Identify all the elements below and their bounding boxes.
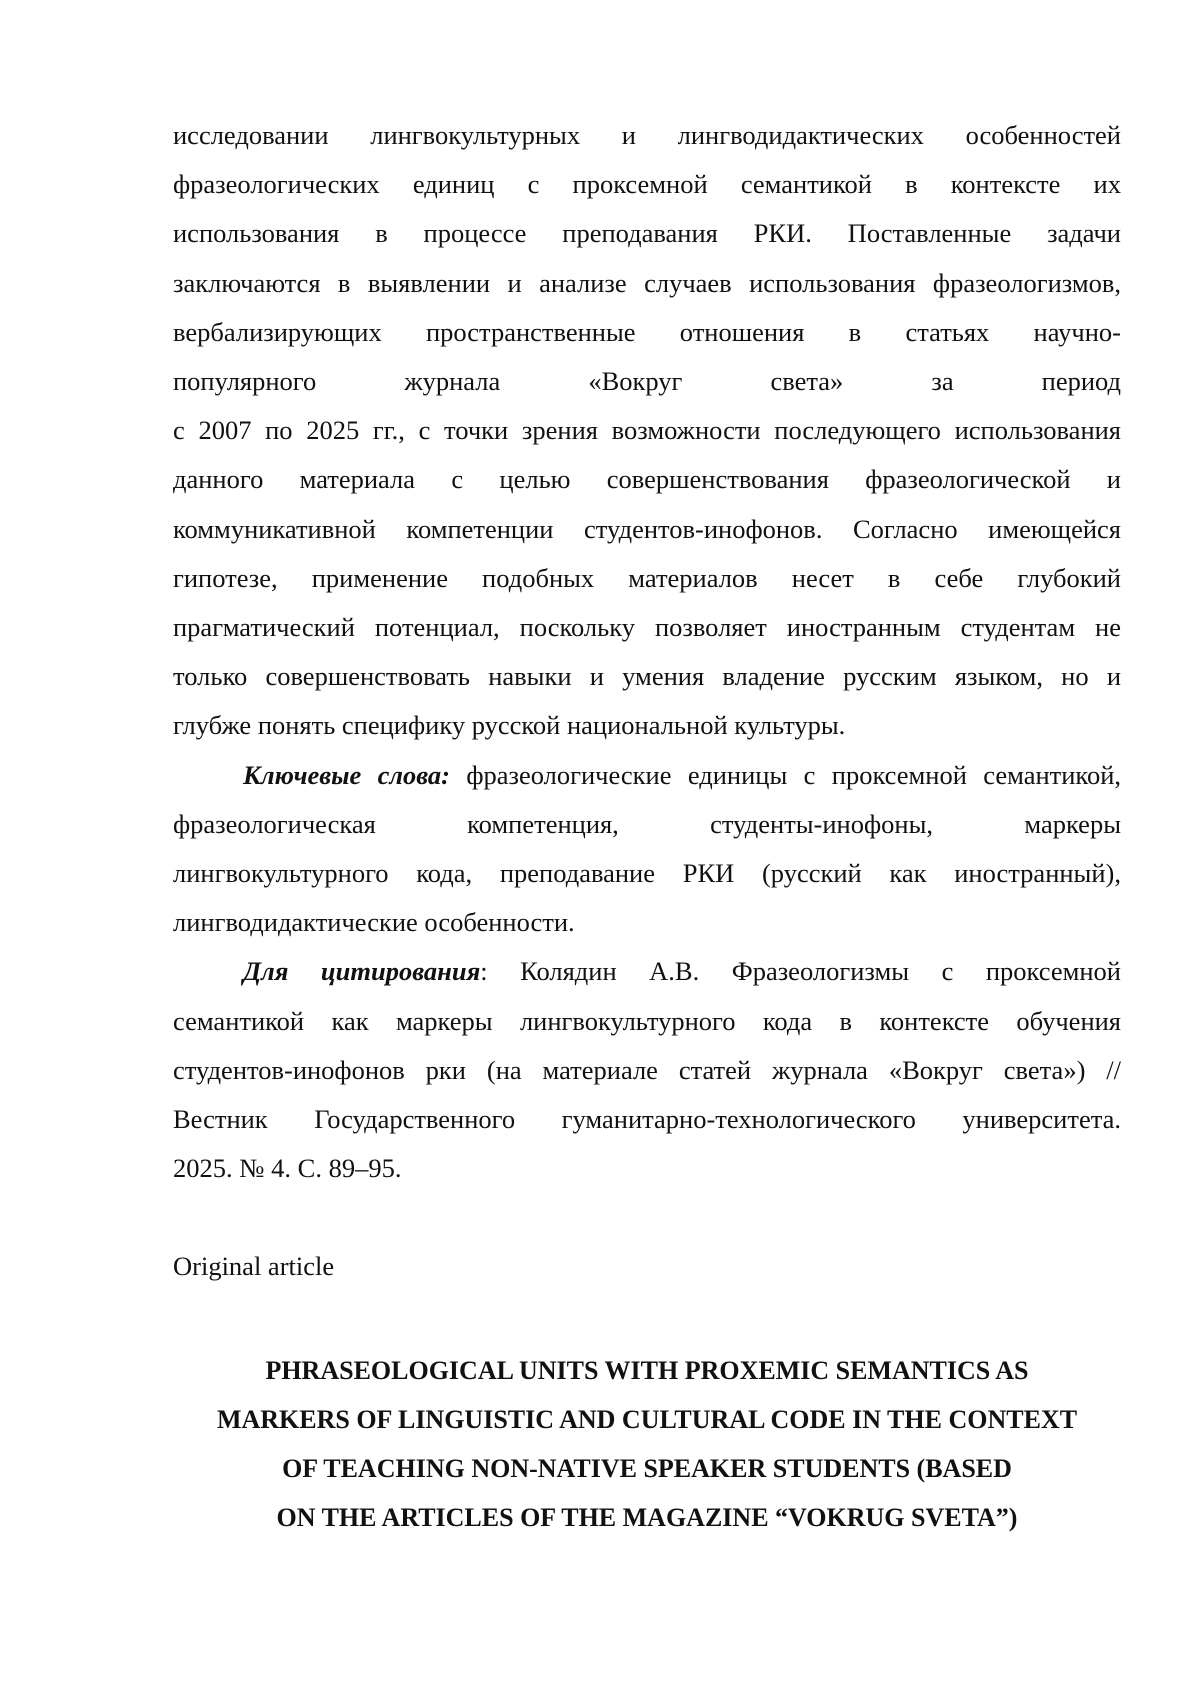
abstract-line: данного материала с целью совершенствования фразеологической и xyxy=(173,464,1121,495)
keywords-line: фразеологическая компетенция, студенты-инофоны, маркеры xyxy=(173,808,1121,839)
keywords-line: лингводидактические особенности. xyxy=(173,907,575,938)
abstract-line: исследовании лингвокультурных и лингводидактических особенностей xyxy=(173,120,1121,150)
page-body xyxy=(173,111,1121,1542)
keywords-line: лингвокультурного кода, преподавание РКИ (русский как иностранный), xyxy=(173,858,1121,889)
citation-text: : Колядин А.В. Фразеологизмы с проксемной xyxy=(480,956,1121,987)
abstract-line: гипотезе, применение подобных материалов несет в себе глубокий xyxy=(173,562,1121,593)
citation-line: Вестник Государственного гуманитарно-технологического университета. xyxy=(173,1104,1121,1135)
english-title-line: PHRASEOLOGICAL UNITS WITH PROXEMIC SEMANTICS AS xyxy=(265,1355,1029,1385)
abstract-line: использования в процессе преподавания РКИ. Поставленные задачи xyxy=(173,218,1121,249)
citation-line: семантикой как маркеры лингвокультурного кода в контексте обучения xyxy=(173,1005,1121,1036)
english-title-line: MARKERS OF LINGUISTIC AND CULTURAL CODE IN THE CONTEXT xyxy=(216,1404,1078,1434)
abstract-line: коммуникативной компетенции студентов-инофонов. Согласно имеющейся xyxy=(173,513,1121,544)
abstract-line: с 2007 по 2025 гг., с точки зрения возможности последующего использования xyxy=(173,415,1121,446)
abstract-line: глубже понять специфику русской национальной культуры. xyxy=(173,710,846,741)
keywords-text: фразеологические единицы с проксемной семантикой, xyxy=(449,759,1121,790)
citation-first-line xyxy=(173,947,1121,996)
english-title-line: ON THE ARTICLES OF THE MAGAZINE “VOKRUG SVETA”) xyxy=(276,1503,1018,1533)
citation-label: Для цитирования xyxy=(243,956,481,987)
abstract-paragraph xyxy=(173,111,1121,751)
english-title xyxy=(173,1346,1121,1543)
citation-line: студентов-инофонов рки (на материале статей журнала «Вокруг света») // xyxy=(173,1054,1121,1085)
abstract-line: популярного журнала «Вокруг света» за период xyxy=(173,366,1121,397)
citation-line: 2025. № 4. С. 89–95. xyxy=(173,1153,402,1184)
abstract-line: прагматический потенциал, поскольку позволяет иностранным студентам не xyxy=(173,612,1121,643)
abstract-line: заключаются в выявлении и анализе случаев использования фразеологизмов, xyxy=(173,267,1121,298)
article-type: Original article xyxy=(173,1251,335,1282)
keywords-label: Ключевые слова: xyxy=(243,759,450,790)
citation-paragraph xyxy=(173,947,1121,1193)
keywords-first-line xyxy=(173,751,1121,800)
english-title-line: OF TEACHING NON-NATIVE SPEAKER STUDENTS (BASED xyxy=(282,1454,1012,1484)
abstract-line: вербализирующих пространственные отношения в статьях научно- xyxy=(173,316,1121,347)
abstract-line: фразеологических единиц с проксемной семантикой в контексте их xyxy=(173,169,1121,200)
abstract-line: только совершенствовать навыки и умения владение русским языком, но и xyxy=(173,661,1121,692)
keywords-paragraph xyxy=(173,751,1121,948)
